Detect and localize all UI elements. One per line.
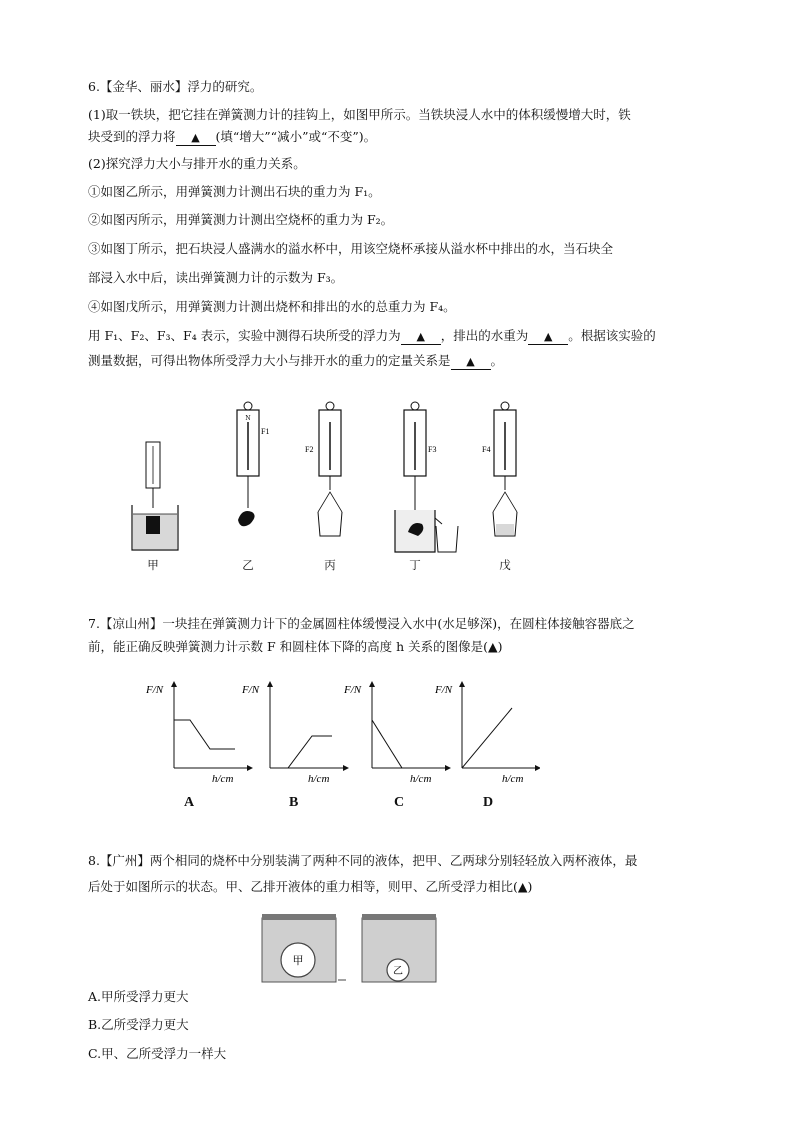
answer-blank[interactable]: ▲	[528, 329, 568, 345]
q8-choice-c[interactable]: C.甲、乙所受浮力一样大	[88, 1046, 227, 1061]
figure-jia	[132, 442, 178, 550]
ball-yi-label: 乙	[393, 966, 403, 977]
q6-step1: ①如图乙所示，用弹簧测力计测出石块的重力为 F₁。	[88, 184, 381, 199]
answer-blank[interactable]: ▲	[401, 329, 441, 345]
q6-result-text1: 用 F₁、F₂、F₃、F₄ 表示，实验中测得石块所受的浮力为	[88, 328, 401, 343]
x-axis-label: h/cm	[502, 773, 524, 785]
q7-line1: 7.【凉山州】一块挂在弹簧测力计下的金属圆柱体缓慢浸入水中(水足够深)，在圆柱体接触容器底之	[88, 616, 635, 631]
q6-result-text2: ，排出的水重为	[440, 328, 529, 343]
answer-blank[interactable]: ▲	[176, 130, 216, 146]
y-axis-label: F/N	[242, 684, 260, 696]
q8-line2: 后处于如图所示的状态。甲、乙排开液体的重力相等，则甲、乙所受浮力相比(▲)	[88, 879, 533, 894]
q6-part1-line1: (1)取一铁块，把它挂在弹簧测力计的挂钩上，如图甲所示。当铁块浸人水中的体积缓慢增大时，铁	[88, 107, 631, 122]
q6-result-text3: 。根据该实验的	[568, 328, 656, 343]
y-axis-label: F/N	[146, 684, 164, 696]
q6-result-line2	[88, 352, 503, 370]
meter-label-f3: F3	[428, 445, 437, 454]
q6-result-text5: 。	[490, 353, 504, 368]
x-axis-label: h/cm	[410, 773, 432, 785]
x-axis-label: h/cm	[308, 773, 330, 785]
meter-label-f4: F4	[482, 445, 491, 454]
q8-line1: 8.【广州】两个相同的烧杯中分别装满了两种不同的液体，把甲、乙两球分别轻轻放入两杯液体，最	[88, 853, 638, 868]
figure-bing	[305, 402, 342, 536]
beaker-right	[362, 914, 436, 982]
caption-bing: 丙	[324, 558, 336, 572]
x-axis-label: h/cm	[212, 773, 234, 785]
graph-d[interactable]	[434, 684, 538, 785]
q6-step2: ②如图丙所示，用弹簧测力计测出空烧杯的重力为 F₂。	[88, 212, 394, 227]
graph-b[interactable]	[241, 684, 346, 785]
beaker-left	[262, 914, 336, 982]
q6-result-line1	[88, 327, 656, 345]
option-a-label[interactable]: A	[184, 795, 195, 810]
ball-jia-label: 甲	[292, 954, 304, 967]
q6-step3-line1: ③如图丁所示，把石块浸人盛满水的溢水杯中，用该空烧杯承接从溢水杯中排出的水，当石块全	[88, 241, 614, 256]
q6-step4: ④如图戊所示，用弹簧测力计测出烧杯和排出的水的总重力为 F₄。	[88, 299, 456, 314]
graph-a[interactable]	[145, 684, 250, 785]
figure-ding	[395, 402, 458, 552]
answer-blank[interactable]: ▲	[451, 354, 491, 370]
beakers-figure	[258, 912, 440, 988]
meter-top-letter: N	[245, 415, 251, 422]
q6-part1-line2	[88, 128, 376, 146]
caption-yi: 乙	[242, 558, 254, 572]
q8-choice-a[interactable]: A.甲所受浮力更大	[88, 989, 189, 1004]
graph-c[interactable]	[343, 684, 448, 785]
option-b-label[interactable]: B	[289, 795, 299, 810]
graph-options	[140, 678, 540, 788]
caption-wu: 戊	[499, 558, 511, 572]
q6-step3-line2: 部浸入水中后，读出弹簧测力计的示数为 F₃。	[88, 270, 344, 285]
q6-part1-text: 块受到的浮力将	[88, 129, 176, 144]
figure-wu	[482, 402, 517, 536]
caption-jia: 甲	[147, 558, 159, 572]
meter-label-f1: F1	[261, 427, 270, 436]
q6-title: 6.【金华、丽水】浮力的研究。	[88, 79, 263, 94]
q6-result-text4: 测量数据，可得出物体所受浮力大小与排开水的重力的定量关系是	[88, 353, 451, 368]
q8-choice-b[interactable]: B.乙所受浮力更大	[88, 1017, 189, 1032]
q6-part1-hint: (填“增大”“减小”或“不变”)。	[215, 129, 377, 144]
spring-scale-figures	[120, 400, 540, 580]
option-d-label[interactable]: D	[483, 795, 494, 810]
y-axis-label: F/N	[435, 684, 453, 696]
q7-line2: 前，能正确反映弹簧测力计示数 F 和圆柱体下降的高度 h 关系的图像是(▲)	[88, 639, 503, 654]
option-c-label[interactable]: C	[394, 795, 405, 810]
meter-label-f2: F2	[305, 445, 314, 454]
y-axis-label: F/N	[344, 684, 362, 696]
figure-yi	[237, 402, 269, 526]
caption-ding: 丁	[409, 558, 421, 572]
q6-part2: (2)探究浮力大小与排开水的重力关系。	[88, 156, 306, 171]
